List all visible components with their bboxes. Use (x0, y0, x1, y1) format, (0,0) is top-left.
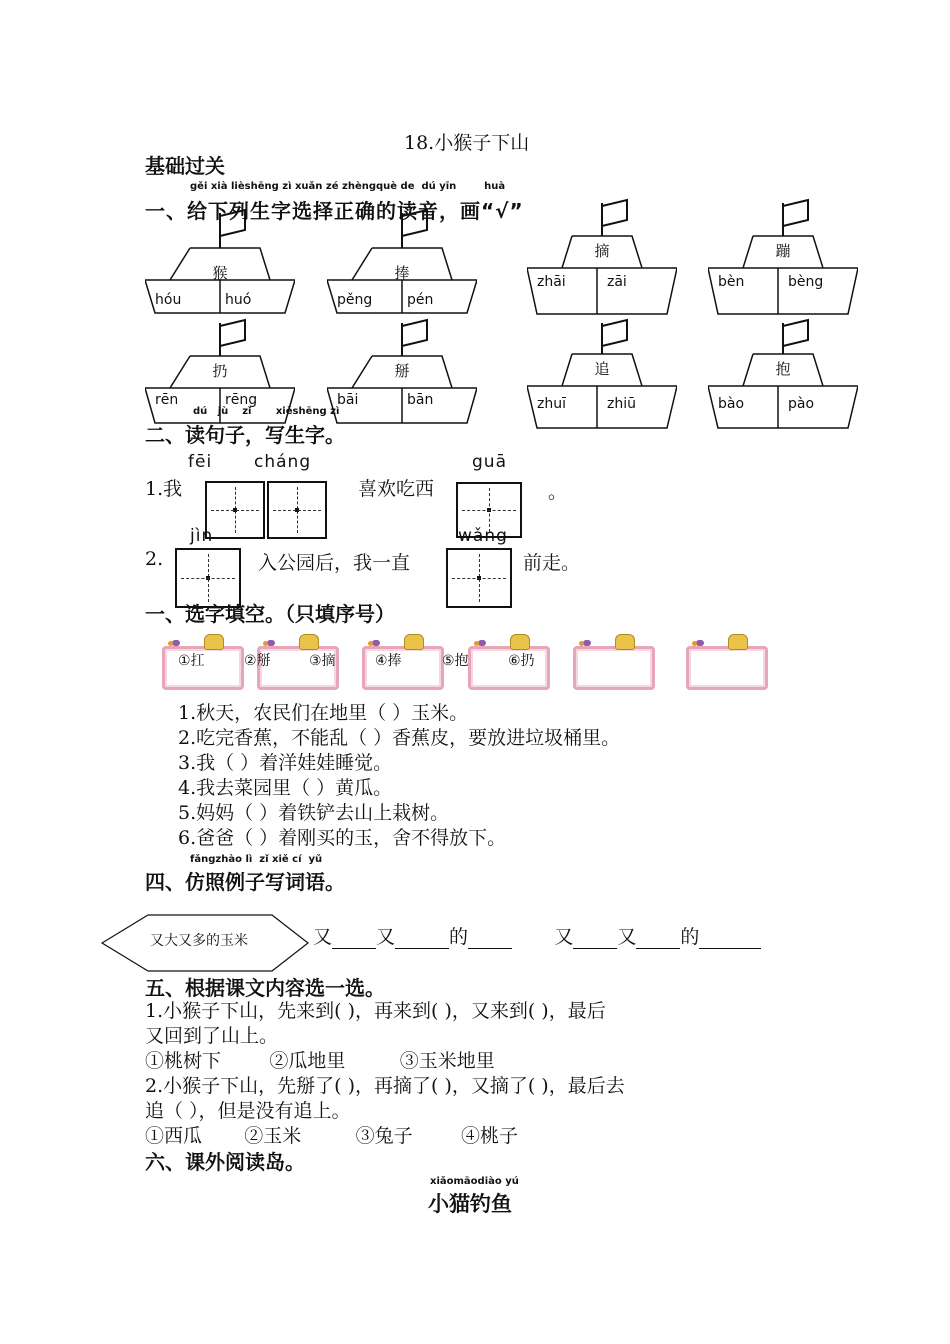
option-card (686, 634, 766, 676)
option-card (362, 634, 442, 676)
boat-pinyin-option[interactable]: zhuī (537, 396, 566, 412)
boat-char: 蹦 (775, 242, 791, 260)
boat-pinyin-option[interactable]: zhiū (607, 396, 636, 412)
option-2: ②掰 (244, 653, 271, 669)
boat-char: 捧 (394, 264, 410, 282)
boat-char: 摘 (594, 242, 610, 260)
writing-grid[interactable] (267, 481, 327, 539)
q2-heading: 二、读句子，写生字。 (145, 423, 345, 447)
blank-2[interactable] (395, 930, 449, 949)
q2-pinyin-jin: jìn (190, 526, 214, 546)
boat-char: 抱 (775, 360, 791, 378)
blank-1[interactable] (332, 930, 376, 949)
q2-line1-start: 1.我 (145, 478, 183, 500)
fill-sentence-5: 5.妈妈（ ）着铁铲去山上栽树。 (178, 802, 450, 824)
q5-question1-line2: 又回到了山上。 (145, 1025, 279, 1047)
boat-pinyin-option[interactable]: pěng (337, 292, 373, 308)
q2-line2-start: 2. (145, 548, 164, 570)
q4-heading: 四、仿照例子写词语。 (145, 870, 345, 894)
boat-7 (527, 318, 677, 438)
q5-question2-line1: 2.小猴子下山，先掰了( )，再摘了( )，又摘了( )，最后去 (145, 1075, 625, 1097)
q2-line1-mid: 喜欢吃西 (358, 478, 435, 500)
option-4: ④捧 (375, 653, 402, 669)
q4-pinyin: fǎngzhào lì zǐ xiě cí yǔ (190, 854, 323, 865)
q2-pinyin-chang: cháng (254, 452, 312, 472)
boat-6 (327, 318, 477, 438)
option-3: ③摘 (309, 653, 336, 669)
q5-question1-line1: 1.小猴子下山，先来到( )，再来到( )，又来到( )，最后 (145, 1000, 606, 1022)
fill-sentence-3: 3.我（ ）着洋娃娃睡觉。 (178, 752, 393, 774)
boat-8 (708, 318, 858, 438)
boat-pinyin-option[interactable]: huó (225, 292, 252, 308)
q5-question2-options: ①西瓜 ②玉米 ③兔子 ④桃子 (145, 1125, 519, 1147)
blank-5[interactable] (636, 930, 680, 949)
option-5: ⑤抱 (442, 653, 469, 669)
q2-line1-end: 。 (548, 481, 568, 503)
option-1: ①扛 (178, 653, 205, 669)
boat-pinyin-option[interactable]: bèn (718, 274, 745, 290)
boat-1 (145, 208, 295, 328)
boat-char: 掰 (394, 362, 410, 380)
option-6: ⑥扔 (508, 653, 535, 669)
q1-pinyin: gěi xià lièshēng zì xuǎn zé zhèngquè de dú yīn huà (190, 181, 506, 192)
boat-pinyin-option[interactable]: bào (718, 396, 745, 412)
example-word: 又大又多的玉米 (150, 933, 248, 949)
boat-pinyin-option[interactable]: bān (407, 392, 434, 408)
boat-4 (708, 198, 858, 318)
section-basic-heading: 基础过关 (145, 154, 225, 178)
story-pinyin: xiǎomāodiào yú (430, 1176, 519, 1187)
q6-heading: 六、课外阅读岛。 (145, 1150, 305, 1174)
boat-pinyin-option[interactable]: pào (788, 396, 815, 412)
q5-heading: 五、根据课文内容选一选。 (145, 976, 385, 1000)
q5-question1-options: ①桃树下 ②瓜地里 ③玉米地里 (145, 1050, 495, 1072)
q3-heading: 一、选字填空。（只填序号） (145, 602, 395, 626)
story-title: 小猫钓鱼 (428, 1192, 512, 1216)
boat-pinyin-option[interactable]: bèng (788, 274, 824, 290)
boat-pinyin-option[interactable]: pén (407, 292, 434, 308)
fill-sentence-6: 6.爸爸（ ）着刚买的玉，舍不得放下。 (178, 827, 507, 849)
q2-pinyin-gua: guā (472, 452, 507, 472)
boat-pinyin-option[interactable]: zāi (607, 274, 627, 290)
q2-pinyin: dú jù zǐ xiěshēng zì (193, 406, 340, 417)
boat-2 (327, 208, 477, 328)
boat-pinyin-option[interactable]: zhāi (537, 274, 566, 290)
blank-6[interactable] (699, 930, 761, 949)
fill-sentence-2: 2.吃完香蕉，不能乱（ ）香蕉皮，要放进垃圾桶里。 (178, 727, 621, 749)
fill-sentence-1: 1.秋天，农民们在地里（ ）玉米。 (178, 702, 469, 724)
q2-line2-mid: 入公园后，我一直 (258, 552, 411, 574)
blank-4[interactable] (573, 930, 617, 949)
boat-pinyin-option[interactable]: rēn (155, 392, 179, 408)
q2-line2-end: 前走。 (523, 552, 581, 574)
writing-grid[interactable] (205, 481, 265, 539)
boat-3 (527, 198, 677, 318)
boat-char: 扔 (212, 362, 228, 380)
boat-pinyin-option[interactable]: hóu (155, 292, 182, 308)
pattern-row: 又 又 的 又 又 的 (313, 922, 761, 949)
q2-pinyin-fei: fēi (188, 452, 213, 472)
boat-pinyin-option[interactable]: rēng (225, 392, 258, 408)
q5-question2-line2: 追（ ），但是没有追上。 (145, 1100, 351, 1122)
q1-heading: 一、给下列生字选择正确的读音，画“√” (145, 199, 524, 223)
fill-sentence-4: 4.我去菜园里（ ）黄瓜。 (178, 777, 393, 799)
blank-3[interactable] (468, 930, 512, 949)
q2-pinyin-wang: wǎng (458, 526, 508, 546)
page-title: 18.小猴子下山 (404, 132, 530, 154)
boat-pinyin-option[interactable]: bāi (337, 392, 359, 408)
boat-char: 猴 (212, 264, 228, 282)
writing-grid[interactable] (446, 548, 512, 608)
option-card (573, 634, 653, 676)
boat-char: 追 (594, 360, 610, 378)
